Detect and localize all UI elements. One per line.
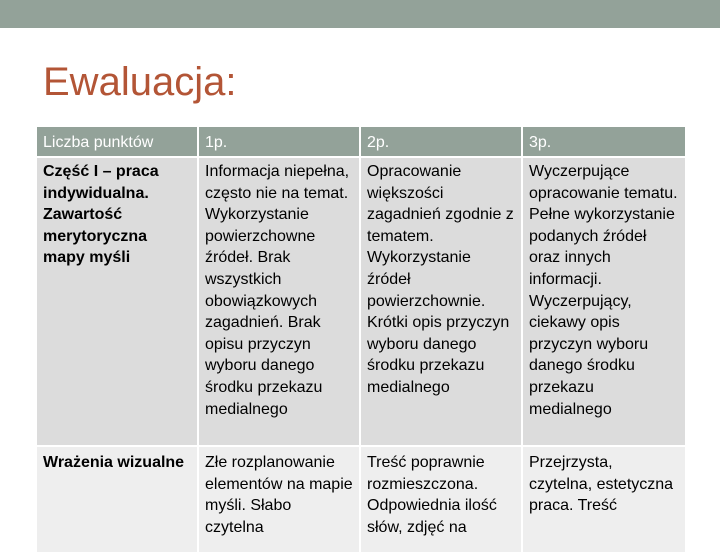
- header-3p: 3p.: [522, 126, 686, 157]
- row-label-content: Część I – praca indywidualna. Zawartość merytoryczna mapy myśli: [36, 157, 198, 446]
- table-cell: Złe rozplanowanie elementów na mapie myśli. Słabo czytelna: [198, 446, 360, 553]
- table-cell: Informacja niepełna, często nie na temat. Wykorzystanie powierzchowne źródeł. Brak wszystkich obowiązkowych zagadnień. Brak opisu przyczyn wyboru danego środku przekazu medialnego: [198, 157, 360, 446]
- evaluation-table: [35, 125, 687, 554]
- row-label-visual: Wrażenia wizualne: [36, 446, 198, 553]
- table-cell: Treść poprawnie rozmieszczona. Odpowiednia ilość słów, zdjęć na: [360, 446, 522, 553]
- table-header-row: [36, 126, 686, 157]
- table-cell: Wyczerpujące opracowanie tematu. Pełne wykorzystanie podanych źródeł oraz innych informacji. Wyczerpujący, ciekawy opis przyczyn wyboru danego środku przekazu medialnego: [522, 157, 686, 446]
- header-points-label: Liczba punktów: [36, 126, 198, 157]
- table-row: [36, 157, 686, 446]
- slide-title: Ewaluacja:: [43, 60, 237, 104]
- table-cell: Opracowanie większości zagadnień zgodnie z tematem. Wykorzystanie źródeł powierzchownie. Krótki opis przyczyn wyboru danego środku przekazu medialnego: [360, 157, 522, 446]
- top-decorative-band: [0, 0, 720, 28]
- header-2p: 2p.: [360, 126, 522, 157]
- header-1p: 1p.: [198, 126, 360, 157]
- table-cell: Przejrzysta, czytelna, estetyczna praca. Treść: [522, 446, 686, 553]
- table-row: [36, 446, 686, 553]
